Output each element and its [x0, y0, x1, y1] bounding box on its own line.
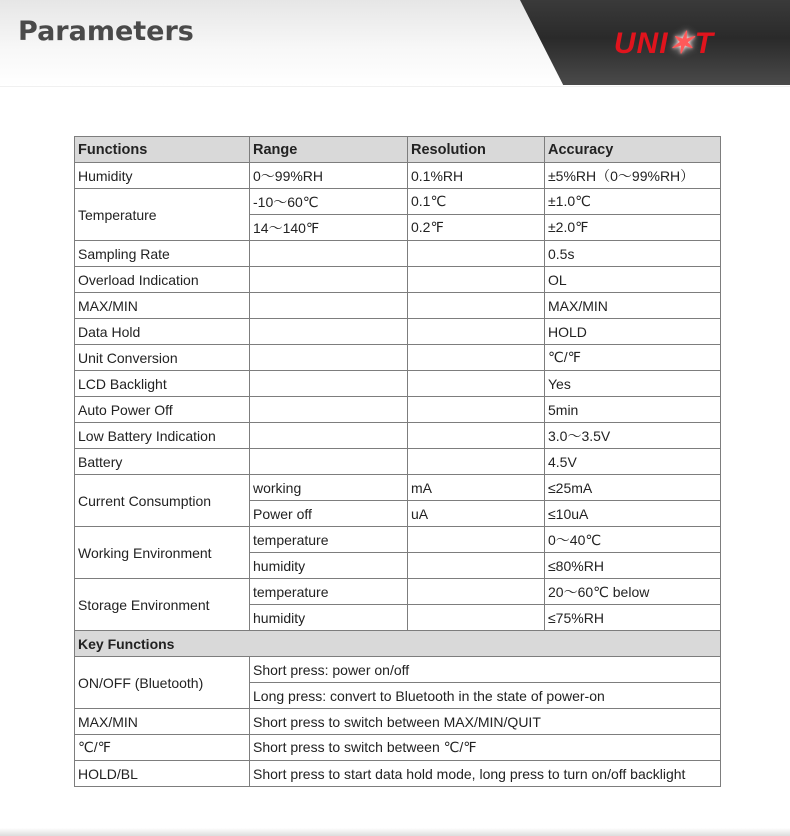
resolution-cell: 0.1℃ [408, 189, 545, 215]
function-cell: LCD Backlight [75, 371, 250, 397]
function-cell: Sampling Rate [75, 241, 250, 267]
resolution-cell [408, 579, 545, 605]
key-name-cell: ON/OFF (Bluetooth) [75, 657, 250, 709]
range-cell: temperature [250, 527, 408, 553]
resolution-cell [408, 345, 545, 371]
table-row [75, 709, 721, 735]
table-row [75, 189, 721, 215]
range-cell [250, 397, 408, 423]
function-cell: Data Hold [75, 319, 250, 345]
resolution-cell: mA [408, 475, 545, 501]
function-cell: Current Consumption [75, 475, 250, 527]
resolution-cell [408, 319, 545, 345]
range-cell [250, 267, 408, 293]
resolution-cell [408, 449, 545, 475]
table-row [75, 449, 721, 475]
resolution-cell [408, 267, 545, 293]
resolution-cell [408, 397, 545, 423]
brand-logo [614, 26, 714, 61]
range-cell [250, 241, 408, 267]
footer-divider [0, 828, 790, 836]
accuracy-cell: 5min [545, 397, 721, 423]
function-cell: Auto Power Off [75, 397, 250, 423]
range-cell: humidity [250, 553, 408, 579]
resolution-cell [408, 605, 545, 631]
function-cell: Working Environment [75, 527, 250, 579]
table-row [75, 657, 721, 683]
table-row [75, 241, 721, 267]
table-row [75, 475, 721, 501]
table-row [75, 423, 721, 449]
accuracy-cell: Yes [545, 371, 721, 397]
logo-text-left: UNI [613, 27, 669, 60]
function-cell: Overload Indication [75, 267, 250, 293]
header-banner [0, 0, 790, 87]
accuracy-cell: 0.5s [545, 241, 721, 267]
function-cell: Humidity [75, 163, 250, 189]
resolution-cell [408, 553, 545, 579]
accuracy-cell: ≤80%RH [545, 553, 721, 579]
key-description-cell: Short press to switch between MAX/MIN/QUIT [250, 709, 721, 735]
range-cell [250, 293, 408, 319]
range-cell [250, 345, 408, 371]
accuracy-cell: MAX/MIN [545, 293, 721, 319]
accuracy-cell: HOLD [545, 319, 721, 345]
function-cell: MAX/MIN [75, 293, 250, 319]
function-cell: Temperature [75, 189, 250, 241]
star-icon: ✶ [668, 27, 695, 60]
parameters-table [74, 136, 721, 787]
key-functions-header-row [75, 631, 721, 657]
range-cell: humidity [250, 605, 408, 631]
range-cell: working [250, 475, 408, 501]
accuracy-cell: ≤75%RH [545, 605, 721, 631]
range-cell: temperature [250, 579, 408, 605]
table-row [75, 293, 721, 319]
table-row [75, 579, 721, 605]
resolution-cell: uA [408, 501, 545, 527]
resolution-cell: 0.2℉ [408, 215, 545, 241]
resolution-cell [408, 527, 545, 553]
key-description-cell: Short press: power on/off [250, 657, 721, 683]
range-cell [250, 371, 408, 397]
accuracy-cell: OL [545, 267, 721, 293]
range-cell [250, 423, 408, 449]
range-cell: 0～99%RH [250, 163, 408, 189]
column-header-accuracy: Accuracy [545, 137, 721, 163]
table-row [75, 527, 721, 553]
table-row [75, 397, 721, 423]
key-name-cell: MAX/MIN [75, 709, 250, 735]
resolution-cell [408, 423, 545, 449]
key-name-cell: ℃/℉ [75, 735, 250, 761]
key-description-cell: Short press to switch between ℃/℉ [250, 735, 721, 761]
table-row [75, 319, 721, 345]
function-cell: Low Battery Indication [75, 423, 250, 449]
resolution-cell [408, 241, 545, 267]
function-cell: Storage Environment [75, 579, 250, 631]
accuracy-cell: ℃/℉ [545, 345, 721, 371]
table-row [75, 267, 721, 293]
key-description-cell: Short press to start data hold mode, long press to turn on/off backlight [250, 761, 721, 787]
range-cell: 14～140℉ [250, 215, 408, 241]
page-title: Parameters [18, 16, 194, 47]
function-cell: Unit Conversion [75, 345, 250, 371]
accuracy-cell: 0～40℃ [545, 527, 721, 553]
key-name-cell: HOLD/BL [75, 761, 250, 787]
table-row [75, 163, 721, 189]
column-header-range: Range [250, 137, 408, 163]
column-header-functions: Functions [75, 137, 250, 163]
range-cell: -10～60℃ [250, 189, 408, 215]
accuracy-cell: ±5%RH（0～99%RH） [545, 163, 721, 189]
accuracy-cell: ±1.0℃ [545, 189, 721, 215]
table-header-row [75, 137, 721, 163]
accuracy-cell: ≤10uA [545, 501, 721, 527]
accuracy-cell: 20～60℃ below [545, 579, 721, 605]
resolution-cell: 0.1%RH [408, 163, 545, 189]
column-header-resolution: Resolution [408, 137, 545, 163]
range-cell [250, 449, 408, 475]
range-cell: Power off [250, 501, 408, 527]
table-row [75, 735, 721, 761]
function-cell: Battery [75, 449, 250, 475]
resolution-cell [408, 293, 545, 319]
range-cell [250, 319, 408, 345]
key-description-cell: Long press: convert to Bluetooth in the state of power-on [250, 683, 721, 709]
accuracy-cell: 4.5V [545, 449, 721, 475]
key-functions-title: Key Functions [75, 631, 721, 657]
table-row [75, 761, 721, 787]
table-row [75, 345, 721, 371]
accuracy-cell: ±2.0℉ [545, 215, 721, 241]
resolution-cell [408, 371, 545, 397]
accuracy-cell: ≤25mA [545, 475, 721, 501]
table-row [75, 371, 721, 397]
accuracy-cell: 3.0～3.5V [545, 423, 721, 449]
logo-text-right: T [694, 27, 714, 60]
